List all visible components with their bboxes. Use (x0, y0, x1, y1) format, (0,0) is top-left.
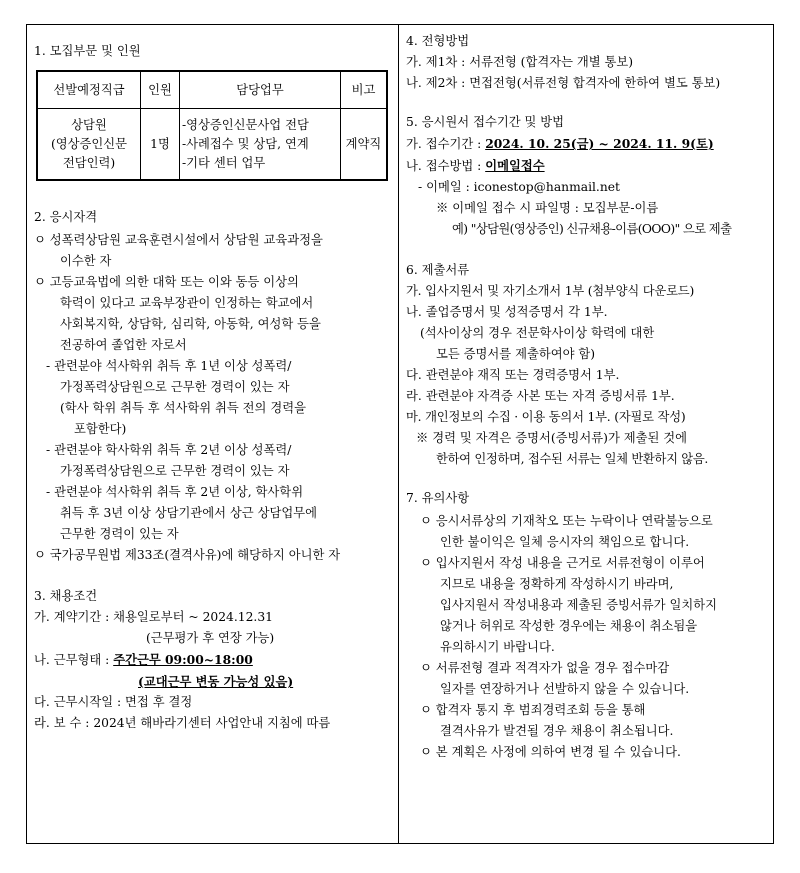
cell-line: -사례접수 및 상담, 연계 (182, 136, 309, 151)
list-item: 나. 졸업증명서 및 성적증명서 각 1부. (406, 305, 608, 319)
section-2-heading: 2. 응시자격 (34, 210, 98, 224)
application-method-label: 나. 접수방법 : (406, 159, 486, 173)
list-item: 사회복지학, 상담학, 심리학, 아동학, 여성학 등을 (60, 317, 321, 331)
table-cell-rank (37, 109, 141, 181)
list-item: 학력이 있다고 교육부장관이 인정하는 학교에서 (60, 296, 314, 310)
list-item: ㅇ 성폭력상담원 교육훈련시설에서 상담원 교육과정을 (34, 233, 323, 247)
application-period-value: 2024. 10. 25(금) ~ 2024. 11. 9(토) (485, 136, 714, 151)
screening-step-1: 가. 제1차 : 서류전형 (합격자는 개별 통보) (406, 55, 634, 69)
shift-note: (교대근무 변동 가능성 있음) (138, 674, 294, 689)
cell-line: (영상증인신문 (50, 136, 128, 151)
list-item: 결격사유가 발견될 경우 채용이 취소됩니다. (440, 724, 674, 738)
list-item: - 관련분야 학사학위 취득 후 2년 이상 성폭력/ (46, 443, 292, 457)
list-item: ㅇ 서류전형 결과 적격자가 없을 경우 접수마감 (420, 661, 670, 675)
screening-step-2: 나. 제2차 : 면접전형(서류전형 합격자에 한하여 별도 통보) (406, 76, 721, 90)
list-item: 가정폭력상담원으로 근무한 경력이 있는 자 (60, 380, 290, 394)
table-header: 선발예정직급 (37, 71, 141, 109)
list-item: 가. 입사지원서 및 자기소개서 1부 (첨부양식 다운로드) (406, 284, 695, 298)
left-column (34, 24, 392, 734)
list-item: 포함한다) (74, 422, 127, 436)
table-cell-note: 계약직 (341, 109, 388, 181)
work-type-label: 나. 근무형태 : (34, 653, 114, 667)
list-item: 인한 불이익은 일체 응시자의 책임으로 합니다. (440, 535, 690, 549)
list-item: ㅇ 합격자 통지 후 범죄경력조회 등을 통해 (420, 703, 646, 717)
list-item: - 관련분야 석사학위 취득 후 2년 이상, 학사학위 (46, 485, 304, 499)
application-period-label: 가. 접수기간 : (406, 137, 486, 151)
contract-extension: (근무평가 후 연장 가능) (146, 631, 275, 645)
start-date: 다. 근무시작일 : 면접 후 결정 (34, 695, 193, 709)
work-type-value: 주간근무 09:00~18:00 (113, 652, 253, 667)
filename-note: ※ 이메일 접수 시 파일명 : 모집부문-이름 (436, 201, 659, 215)
list-item: ㅇ 고등교육법에 의한 대학 또는 이와 동등 이상의 (34, 275, 299, 289)
table-header-row (37, 71, 387, 109)
section-7-heading: 7. 유의사항 (406, 491, 470, 505)
list-item: 가정폭력상담원으로 근무한 경력이 있는 자 (60, 464, 290, 478)
list-item: 모든 증명서를 제출하여야 함) (436, 347, 596, 361)
cell-line: -영상증인신문사업 전담 (182, 117, 309, 132)
list-item: 이수한 자 (60, 254, 112, 268)
list-item: 취득 후 3년 이상 상담기관에서 상근 상담업무에 (60, 506, 317, 520)
list-item: 근무한 경력이 있는 자 (60, 527, 179, 541)
list-item: ㅇ 본 계획은 사정에 의하여 변경 될 수 있습니다. (420, 745, 681, 759)
list-item: ㅇ 응시서류상의 기재착오 또는 누락이나 연락불능으로 (420, 514, 713, 528)
contract-period: 가. 계약기간 : 채용일로부터 ~ 2024.12.31 (34, 610, 273, 624)
section-4-heading: 4. 전형방법 (406, 34, 470, 48)
application-method-value: 이메일접수 (485, 158, 545, 173)
table-header: 담당업무 (180, 71, 341, 109)
list-item: 않거나 허위로 작성한 경우에는 채용이 취소됨을 (440, 619, 698, 633)
list-item: 전공하여 졸업한 자로서 (60, 338, 187, 352)
cell-line: -기타 센터 업무 (182, 155, 266, 170)
list-item: 한하여 인정하며, 접수된 서류는 일체 반환하지 않음. (436, 452, 709, 466)
cell-line: 상담원 (71, 117, 107, 132)
table-header: 비고 (341, 71, 388, 109)
list-item: 라. 관련분야 자격증 사본 또는 자격 증빙서류 1부. (406, 389, 675, 403)
right-column (406, 24, 768, 763)
list-item: ※ 경력 및 자격은 증명서(증빙서류)가 제출된 것에 (416, 431, 688, 445)
application-period (406, 133, 768, 155)
section-5-heading: 5. 응시원서 접수기간 및 방법 (406, 115, 565, 129)
list-item: 다. 관련분야 재직 또는 경력증명서 1부. (406, 368, 620, 382)
column-divider (398, 24, 399, 844)
list-item: - 관련분야 석사학위 취득 후 1년 이상 성폭력/ (46, 359, 292, 373)
filename-example: 예) "상담원(영상증인) 신규채용-이름(OOO)" 으로 제출 (452, 222, 732, 236)
list-item: 지므로 내용을 정확하게 작성하시기 바라며, (440, 577, 674, 591)
table-header: 인원 (141, 71, 180, 109)
section-6-heading: 6. 제출서류 (406, 263, 470, 277)
list-item: ㅇ 국가공무원법 제33조(결격사유)에 해당하지 아니한 자 (34, 548, 341, 562)
application-method (406, 155, 768, 177)
section-3-heading: 3. 채용조건 (34, 589, 98, 603)
list-item: 마. 개인정보의 수집 · 이용 동의서 1부. (자필로 작성) (406, 410, 686, 424)
list-item: (석사이상의 경우 전문학사이상 학력에 대한 (420, 326, 655, 340)
list-item: 입사지원서 작성내용과 제출된 증빙서류가 일치하지 (440, 598, 717, 612)
table-cell-duties (180, 109, 341, 181)
recruitment-table (36, 70, 388, 181)
list-item: 일자를 연장하거나 선발하지 않을 수 있습니다. (440, 682, 690, 696)
cell-line: 전담인력) (62, 155, 116, 170)
salary: 라. 보 수 : 2024년 해바라기센터 사업안내 지침에 따름 (34, 716, 331, 730)
table-row (37, 109, 387, 181)
list-item: ㅇ 입사지원서 작성 내용을 근거로 서류전형이 이루어 (420, 556, 705, 570)
email-address: - 이메일 : iconestop@hanmail.net (418, 180, 620, 194)
work-type (34, 649, 392, 671)
list-item: 유의하시기 바랍니다. (440, 640, 555, 654)
table-cell-count: 1명 (141, 109, 180, 181)
section-1-heading: 1. 모집부문 및 인원 (34, 44, 141, 58)
list-item: (학사 학위 취득 후 석사학위 취득 전의 경력을 (60, 401, 306, 415)
